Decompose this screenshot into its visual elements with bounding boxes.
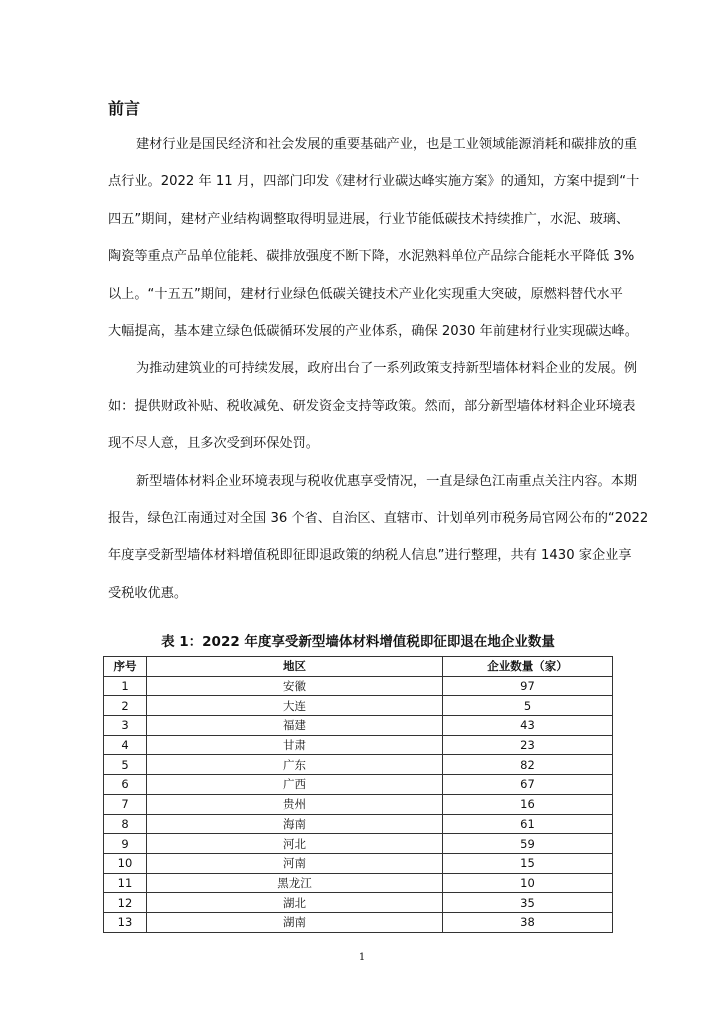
cell-region: 福建 (147, 716, 443, 736)
paragraph-line: 受税收优惠。 (108, 585, 188, 601)
table-row (104, 735, 613, 755)
cell-index: 11 (104, 873, 147, 893)
table-row (104, 755, 613, 775)
table-row (104, 814, 613, 834)
cell-region: 广西 (147, 775, 443, 795)
cell-region: 安徽 (147, 676, 443, 696)
header-region: 地区 (147, 657, 443, 677)
header-count: 企业数量（家） (443, 657, 613, 677)
table-row (104, 676, 613, 696)
cell-index: 13 (104, 912, 147, 932)
paragraph-line: 陶瓷等重点产品单位能耗、碳排放强度不断下降，水泥熟料单位产品综合能耗水平降低 3% (108, 249, 635, 265)
table-row (104, 834, 613, 854)
cell-region: 湖南 (147, 912, 443, 932)
cell-index: 10 (104, 853, 147, 873)
cell-count: 23 (443, 735, 613, 755)
cell-region: 贵州 (147, 794, 443, 814)
cell-count: 59 (443, 834, 613, 854)
cell-region: 甘肃 (147, 735, 443, 755)
cell-count: 61 (443, 814, 613, 834)
cell-region: 河南 (147, 853, 443, 873)
paragraph-line: 报告，绿色江南通过对全国 36 个省、自治区、直辖市、计划单列市税务局官网公布的“2022 (108, 510, 649, 526)
section-heading: 前言 (108, 99, 141, 118)
cell-index: 9 (104, 834, 147, 854)
cell-index: 2 (104, 696, 147, 716)
cell-count: 82 (443, 755, 613, 775)
table-header-row (104, 657, 613, 677)
cell-count: 67 (443, 775, 613, 795)
cell-count: 38 (443, 912, 613, 932)
cell-count: 5 (443, 696, 613, 716)
cell-index: 7 (104, 794, 147, 814)
cell-count: 10 (443, 873, 613, 893)
paragraph-line: 现不尽人意，且多次受到环保处罚。 (108, 436, 319, 452)
header-index: 序号 (104, 657, 147, 677)
cell-region: 海南 (147, 814, 443, 834)
paragraph-line: 点行业。2022 年 11 月，四部门印发《建材行业碳达峰实施方案》的通知，方案中提到“十 (108, 174, 640, 190)
cell-index: 8 (104, 814, 147, 834)
cell-count: 16 (443, 794, 613, 814)
cell-region: 黑龙江 (147, 873, 443, 893)
cell-index: 6 (104, 775, 147, 795)
table-row (104, 775, 613, 795)
body-text (108, 132, 649, 618)
table-row (104, 794, 613, 814)
cell-index: 12 (104, 893, 147, 913)
paragraph-line: 以上。“十五五”期间，建材行业绿色低碳关键技术产业化实现重大突破，原燃料替代水平 (108, 286, 623, 302)
paragraph-line: 新型墙体材料企业环境表现与税收优惠享受情况，一直是绿色江南重点关注内容。本期 (136, 473, 638, 489)
cell-region: 广东 (147, 755, 443, 775)
paragraph-line: 建材行业是国民经济和社会发展的重要基础产业，也是工业领域能源消耗和碳排放的重 (136, 137, 638, 152)
table-row (104, 853, 613, 873)
table-row (104, 912, 613, 932)
cell-index: 1 (104, 676, 147, 696)
paragraph-line: 四五”期间，建材产业结构调整取得明显进展，行业节能低碳技术持续推广，水泥、玻璃、 (108, 211, 630, 227)
paragraph-line: 年度享受新型墙体材料增值税即征即退政策的纳税人信息”进行整理，共有 1430 家企业享 (108, 548, 632, 564)
table-row (104, 696, 613, 716)
paragraph-line: 大幅提高，基本建立绿色低碳循环发展的产业体系，确保 2030 年前建材行业实现碳达峰。 (108, 323, 638, 339)
page-number: 1 (358, 952, 366, 963)
cell-index: 4 (104, 735, 147, 755)
cell-index: 5 (104, 755, 147, 775)
cell-count: 15 (443, 853, 613, 873)
cell-region: 湖北 (147, 893, 443, 913)
table-caption: 表 1：2022 年度享受新型墙体材料增值税即征即退在地企业数量 (161, 634, 555, 650)
cell-count: 97 (443, 676, 613, 696)
table-row (104, 716, 613, 736)
cell-index: 3 (104, 716, 147, 736)
table-row (104, 873, 613, 893)
paragraph-line: 为推动建筑业的可持续发展，政府出台了一系列政策支持新型墙体材料企业的发展。例 (136, 361, 638, 377)
cell-region: 大连 (147, 696, 443, 716)
paragraph-line: 如：提供财政补贴、税收减免、研发资金支持等政策。然而，部分新型墙体材料企业环境表 (108, 398, 636, 414)
cell-region: 河北 (147, 834, 443, 854)
enterprise-count-table (103, 656, 613, 933)
cell-count: 43 (443, 716, 613, 736)
cell-count: 35 (443, 893, 613, 913)
table-row (104, 893, 613, 913)
